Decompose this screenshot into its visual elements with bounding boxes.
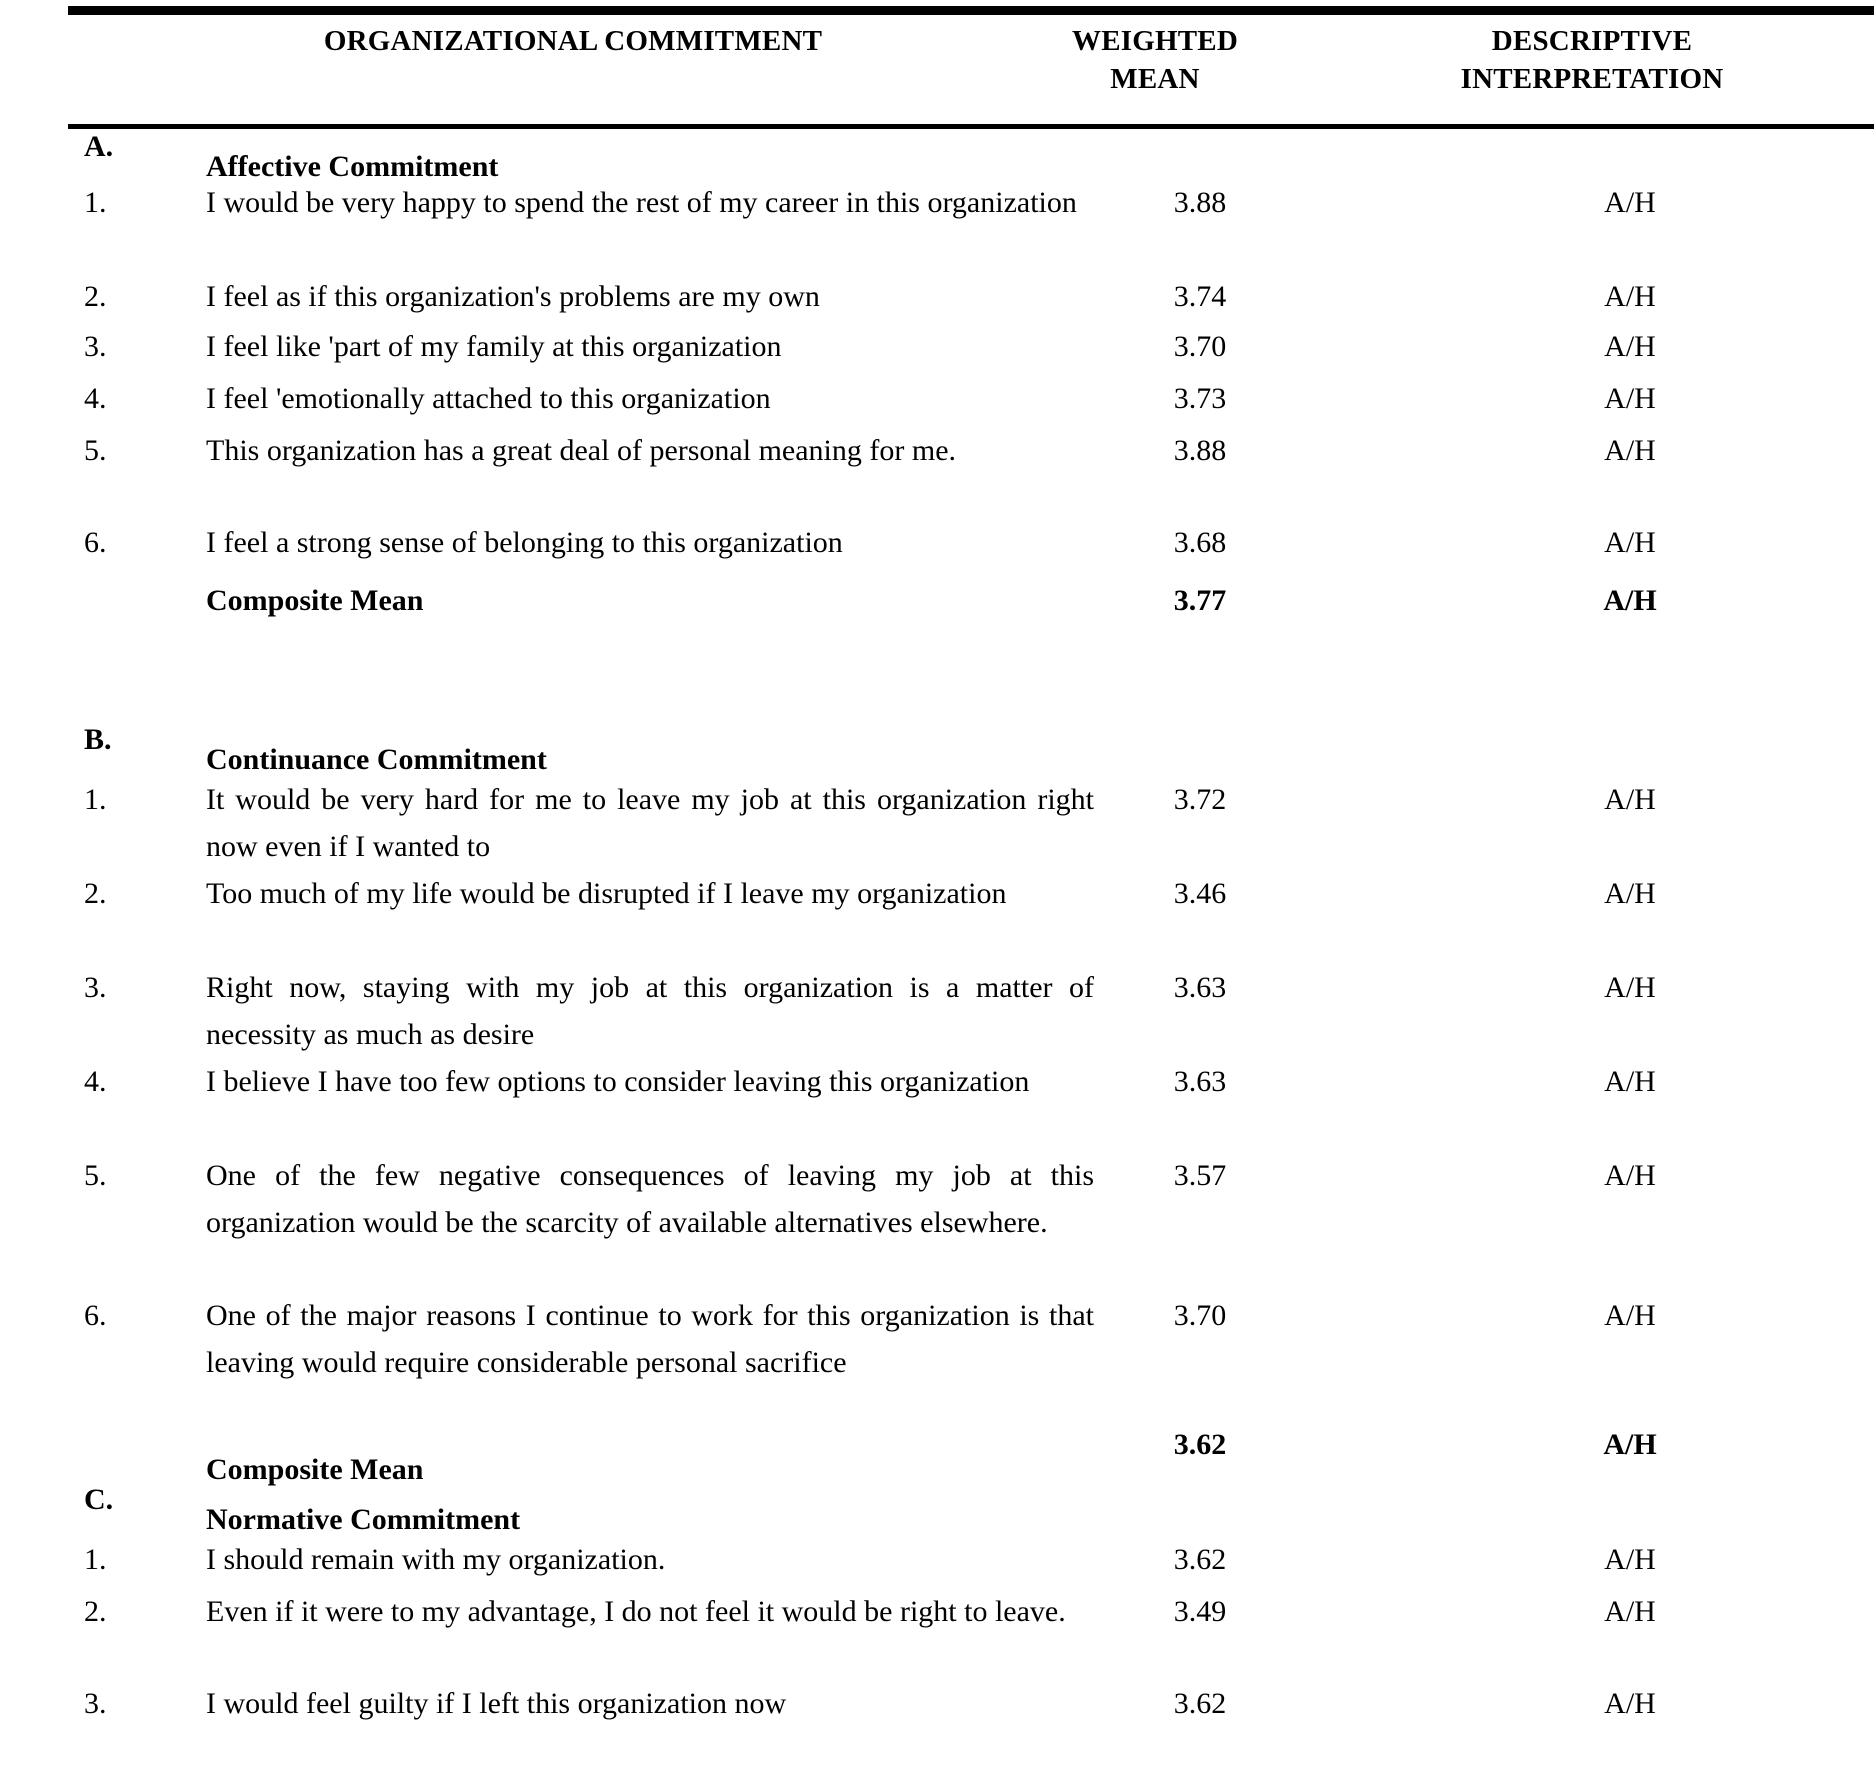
table-row bbox=[0, 1152, 1874, 1292]
section-letter-c: C. bbox=[84, 1483, 114, 1516]
item-number: 5. bbox=[84, 1159, 107, 1192]
item-interpretation: A/H bbox=[1604, 1595, 1656, 1628]
item-statement: Too much of my life would be disrupted if I leave my organization bbox=[206, 877, 1007, 910]
item-statement: Even if it were to my advantage, I do not feel it would be right to leave. bbox=[206, 1595, 1066, 1628]
item-weighted-mean: 3.68 bbox=[1173, 526, 1227, 559]
item-number: 3. bbox=[84, 1687, 107, 1720]
composite-mean-value: 3.77 bbox=[1173, 584, 1227, 617]
item-number: 6. bbox=[84, 526, 107, 559]
item-statement: I feel like 'part of my family at this organization bbox=[206, 330, 782, 363]
table-row bbox=[0, 1536, 1874, 1588]
column-header-interpretation bbox=[1310, 22, 1874, 98]
item-statement: One of the few negative consequences of leaving my job at this organization would be the scarcity of available alternatives elsewhere. bbox=[206, 1159, 1094, 1239]
section-heading-row bbox=[0, 129, 1874, 183]
item-statement: I would feel guilty if I left this organization now bbox=[206, 1687, 787, 1720]
item-number: 3. bbox=[84, 330, 107, 363]
column-header-weighted-mean-line1: WEIGHTED bbox=[1072, 25, 1238, 57]
item-statement: One of the major reasons I continue to work for this organization is that leaving would require considerable personal sacrifice bbox=[206, 1299, 1094, 1379]
item-weighted-mean: 3.70 bbox=[1173, 330, 1227, 363]
item-number: 4. bbox=[84, 382, 107, 415]
composite-mean-label: Composite Mean bbox=[206, 584, 424, 617]
section-heading-row bbox=[0, 723, 1874, 776]
table-row bbox=[0, 179, 1874, 273]
composite-mean-value: 3.62 bbox=[1173, 1428, 1227, 1461]
section-letter-b: B. bbox=[84, 723, 112, 756]
item-statement: I feel as if this organization's problems are my own bbox=[206, 280, 820, 313]
item-weighted-mean: 3.63 bbox=[1173, 1065, 1227, 1098]
item-number: 3. bbox=[84, 971, 107, 1004]
table-row bbox=[0, 776, 1874, 870]
item-interpretation: A/H bbox=[1604, 526, 1656, 559]
column-header-statement: ORGANIZATIONAL COMMITMENT bbox=[323, 25, 823, 57]
item-interpretation: A/H bbox=[1604, 1299, 1656, 1332]
item-weighted-mean: 3.74 bbox=[1173, 280, 1227, 313]
item-statement: Right now, staying with my job at this organization is a matter of necessity as much as desire bbox=[206, 971, 1094, 1051]
section-letter-a: A. bbox=[84, 130, 114, 163]
section-title-continuance-commitment: Continuance Commitment bbox=[206, 743, 547, 776]
item-weighted-mean: 3.62 bbox=[1173, 1687, 1227, 1720]
section-title-normative-commitment: Normative Commitment bbox=[206, 1503, 521, 1536]
item-statement: This organization has a great deal of personal meaning for me. bbox=[206, 434, 957, 467]
item-statement: I should remain with my organization. bbox=[206, 1543, 666, 1576]
item-number: 2. bbox=[84, 877, 107, 910]
table-row bbox=[0, 1680, 1874, 1732]
item-weighted-mean: 3.63 bbox=[1173, 971, 1227, 1004]
table-row bbox=[0, 427, 1874, 519]
item-statement: It would be very hard for me to leave my job at this organization right now even if I wanted to bbox=[206, 783, 1094, 863]
section-spacer bbox=[0, 621, 1874, 726]
item-interpretation: A/H bbox=[1604, 1065, 1656, 1098]
column-header-interpretation-line2: INTERPRETATION bbox=[1460, 63, 1724, 95]
item-interpretation: A/H bbox=[1604, 330, 1656, 363]
column-header-weighted-mean bbox=[1000, 22, 1310, 98]
table-row bbox=[0, 1058, 1874, 1152]
table-header-row bbox=[0, 14, 1874, 118]
item-interpretation: A/H bbox=[1604, 434, 1656, 467]
item-number: 2. bbox=[84, 280, 107, 313]
item-weighted-mean: 3.57 bbox=[1173, 1159, 1227, 1192]
section-title-affective-commitment: Affective Commitment bbox=[206, 150, 499, 183]
item-weighted-mean: 3.46 bbox=[1173, 877, 1227, 910]
item-interpretation: A/H bbox=[1604, 186, 1656, 219]
table-row bbox=[0, 1588, 1874, 1680]
item-statement: I believe I have too few options to consider leaving this organization bbox=[206, 1065, 1030, 1098]
item-interpretation: A/H bbox=[1604, 1159, 1656, 1192]
table-row bbox=[0, 375, 1874, 427]
table-row bbox=[0, 1292, 1874, 1434]
item-interpretation: A/H bbox=[1604, 280, 1656, 313]
table-row bbox=[0, 870, 1874, 964]
item-interpretation: A/H bbox=[1604, 877, 1656, 910]
item-number: 1. bbox=[84, 186, 107, 219]
item-number: 6. bbox=[84, 1299, 107, 1332]
composite-mean-interpretation: A/H bbox=[1603, 1428, 1657, 1461]
item-interpretation: A/H bbox=[1604, 783, 1656, 816]
item-statement: I feel 'emotionally attached to this organization bbox=[206, 382, 771, 415]
table-row bbox=[0, 519, 1874, 569]
composite-mean-row bbox=[0, 569, 1874, 621]
item-number: 5. bbox=[84, 434, 107, 467]
composite-mean-interpretation: A/H bbox=[1603, 584, 1657, 617]
item-weighted-mean: 3.70 bbox=[1173, 1299, 1227, 1332]
composite-mean-label: Composite Mean bbox=[206, 1453, 424, 1486]
item-weighted-mean: 3.49 bbox=[1173, 1595, 1227, 1628]
table-row bbox=[0, 964, 1874, 1058]
column-header-weighted-mean-line2: MEAN bbox=[1110, 63, 1200, 95]
item-interpretation: A/H bbox=[1604, 971, 1656, 1004]
table-row bbox=[0, 323, 1874, 375]
item-weighted-mean: 3.62 bbox=[1173, 1543, 1227, 1576]
item-number: 2. bbox=[84, 1595, 107, 1628]
composite-mean-row bbox=[0, 1428, 1874, 1488]
item-statement: I would be very happy to spend the rest of my career in this organization bbox=[206, 186, 1077, 219]
item-weighted-mean: 3.72 bbox=[1173, 783, 1227, 816]
table-body bbox=[0, 129, 1874, 1732]
column-header-interpretation-line1: DESCRIPTIVE bbox=[1491, 25, 1693, 57]
section-heading-row bbox=[0, 1483, 1874, 1536]
item-number: 1. bbox=[84, 783, 107, 816]
item-interpretation: A/H bbox=[1604, 1543, 1656, 1576]
item-interpretation: A/H bbox=[1604, 1687, 1656, 1720]
item-interpretation: A/H bbox=[1604, 382, 1656, 415]
table-row bbox=[0, 273, 1874, 323]
item-number: 1. bbox=[84, 1543, 107, 1576]
item-weighted-mean: 3.73 bbox=[1173, 382, 1227, 415]
item-weighted-mean: 3.88 bbox=[1173, 186, 1227, 219]
item-number: 4. bbox=[84, 1065, 107, 1098]
item-weighted-mean: 3.88 bbox=[1173, 434, 1227, 467]
item-statement: I feel a strong sense of belonging to this organization bbox=[206, 526, 843, 559]
